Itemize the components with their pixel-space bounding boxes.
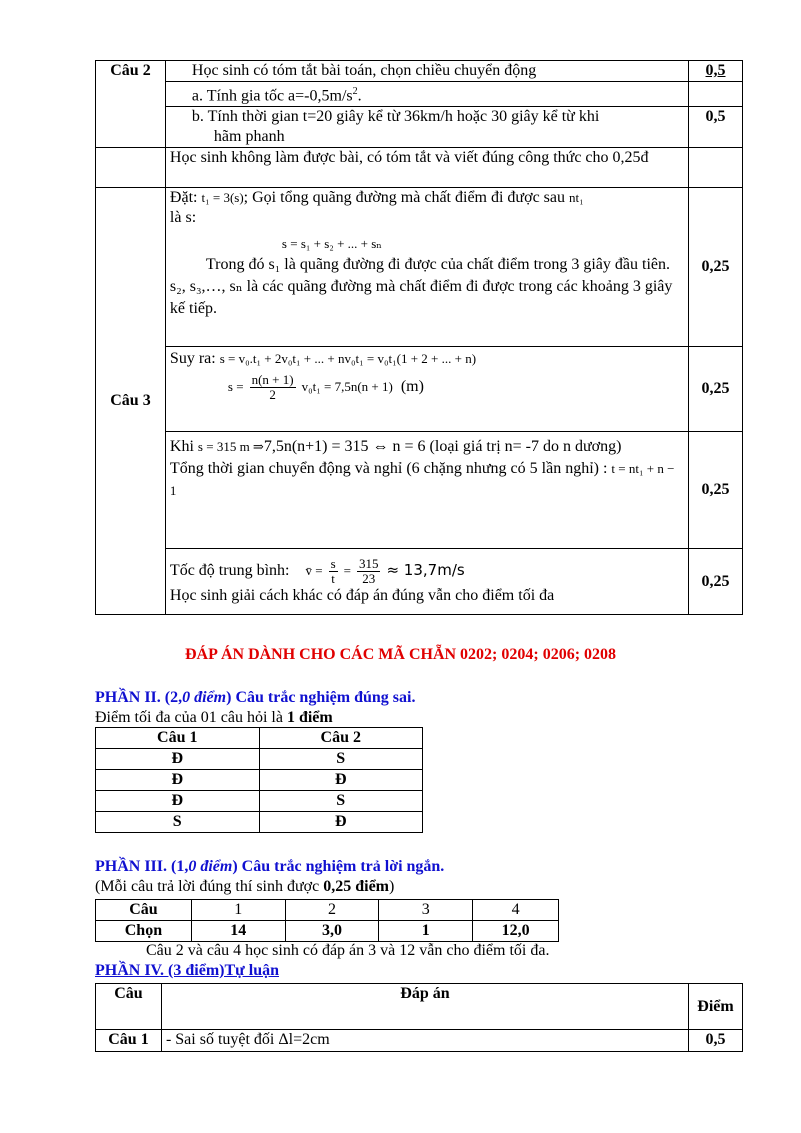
answer-table-cau2-cau3 (95, 60, 743, 615)
cau3-label: Câu 3 (96, 188, 166, 615)
cau2-part-b: b. Tính thời gian t=20 giây kể từ 36km/h hoặc 30 giây kể từ khi hãm phanh (165, 107, 688, 148)
part4-header-dapan: Đáp án (161, 984, 688, 1030)
cau3-score-4: 0,25 (689, 549, 743, 615)
part4-cau1-label: Câu 1 (96, 1030, 162, 1052)
part3-row-label: Chọn (96, 921, 192, 942)
part3-row-label: Câu (96, 900, 192, 921)
part2-title: PHẦN II. (2,0 điểm) Câu trắc nghiệm đúng sai. (95, 689, 416, 706)
part2-cell: Đ (96, 791, 260, 812)
part3-answer: 3,0 (285, 921, 379, 942)
part2-cell: Đ (259, 770, 423, 791)
part2-header-2: Câu 2 (259, 728, 423, 749)
cau2-score-1: 0,5 (689, 61, 743, 82)
part3-subtitle: (Mỗi câu trả lời đúng thí sinh được 0,25 điểm) (95, 878, 395, 895)
fraction: $\frac{n(n + 1)}{2}$ (251, 372, 294, 403)
cau3-step-3: Khi s = 315 m ⇒7,5n(n+1) = 315 ⇔ n = 6 (loại giá trị n= -7 do n dương) Tổng thời gian chuyển động và nghỉ (6 chặng nhưng có 5 lần nghỉ) : t = nt₁ + n − 1 (165, 432, 688, 549)
part3-question-number: 1 (191, 900, 285, 921)
part2-cell: Đ (96, 749, 260, 770)
cau3-step-4: Tốc độ trung bình: v̄ = $\frac{s}{t}$ = $\frac{315}{23}$ ≈ 13,7m/s Học sinh giải cách khác có đáp án đúng vẫn cho điểm tối đa (165, 549, 688, 615)
part3-table (95, 899, 559, 942)
cau3-score-1: 0,25 (689, 188, 743, 347)
part2-header-1: Câu 1 (96, 728, 260, 749)
cau2-score-2: 0,5 (689, 107, 743, 148)
part3-title: PHẦN III. (1,0 điểm) Câu trắc nghiệm trả lời ngắn. (95, 858, 445, 875)
part2-cell: S (259, 791, 423, 812)
part2-table (95, 727, 423, 833)
fraction: $\frac{s}{t}$ (330, 556, 336, 587)
cau2-intro: Học sinh có tóm tắt bài toán, chọn chiều chuyển động (165, 61, 688, 82)
part3-question-number: 2 (285, 900, 379, 921)
part3-answer: 1 (379, 921, 473, 942)
even-codes-heading: ĐÁP ÁN DÀNH CHO CÁC MÃ CHẴN 0202; 0204; 0206; 0208 (184, 646, 617, 663)
part3-answer: 12,0 (473, 921, 559, 942)
part2-subtitle: Điểm tối đa của 01 câu hỏi là 1 điểm (95, 709, 333, 726)
part2-cell: Đ (259, 812, 423, 833)
cau2-part-a: a. Tính gia tốc $a=-0,5m/s^2$. (165, 82, 688, 107)
part2-cell: S (259, 749, 423, 770)
fraction: $\frac{315}{23}$ (358, 556, 379, 587)
cau2-score-empty (689, 82, 743, 107)
part2-cell: S (96, 812, 260, 833)
part3-answer: 14 (191, 921, 285, 942)
cau2-note: Học sinh không làm được bài, có tóm tắt và viết đúng công thức cho 0,25đ (165, 148, 688, 188)
part3-question-number: 3 (379, 900, 473, 921)
cau3-step-1: Đặt: t₁ = 3(s); Gọi tổng quãng đường mà chất điểm đi được sau nt₁ là s: s = s₁ + s₂ + ... + sₙ Trong đó s₁ là quãng đường đi được của chất điểm trong 3 giây đầu tiên. s₂, s₃,…, sₙ là các quãng đường mà chất điểm đi được trong các khoảng 3 giây kế tiếp. (165, 188, 688, 347)
part4-table (95, 983, 743, 1052)
part4-cau1-text: - Sai số tuyệt đối Δl=2cm (161, 1030, 688, 1052)
cau3-score-2: 0,25 (689, 347, 743, 432)
part3-question-number: 4 (473, 900, 559, 921)
cau3-score-3: 0,25 (689, 432, 743, 549)
part2-cell: Đ (96, 770, 260, 791)
cau3-step-2: Suy ra: s = v₀.t₁ + 2v₀t₁ + ... + nv₀t₁ = v₀t₁(1 + 2 + ... + n) s = $\frac{n(n + 1)}{2}$ v₀t₁ = 7,5n(n + 1) (m) (165, 347, 688, 432)
part4-header-cau: Câu (96, 984, 162, 1030)
part4-header-diem: Điểm (689, 984, 743, 1030)
part4-title: PHẦN IV. (3 điểm)Tự luận (95, 962, 279, 979)
part3-note: Câu 2 và câu 4 học sinh có đáp án 3 và 12 vẫn cho điểm tối đa. (146, 942, 550, 959)
cau2-label: Câu 2 (96, 61, 166, 148)
part4-cau1-score: 0,5 (689, 1030, 743, 1052)
